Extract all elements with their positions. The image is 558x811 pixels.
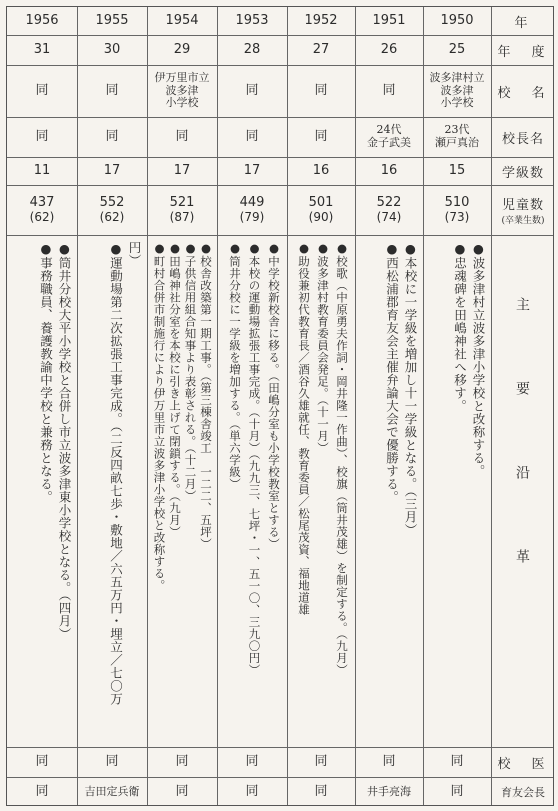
event-item: ●校歌（中原勇夫作詞・岡井隆一作曲）、校旗（筒井茂雄）を制定する。（九月） [335, 241, 349, 676]
principal-cell [355, 117, 423, 157]
principal-line: 24代 [376, 123, 402, 137]
history-table [6, 6, 554, 806]
principal-line: 瀬戸真治 [435, 136, 479, 149]
event-item: ●中学校新校舎に移る。（田嶋分室も小学校教室とする） [267, 241, 281, 550]
events-cell [81, 235, 143, 747]
events-cell [359, 235, 419, 747]
year-cell: 1954 [165, 12, 199, 28]
event-item: 円） [127, 241, 142, 267]
school-line: 小学校 [165, 96, 199, 110]
principal-cell: 同 [314, 128, 328, 144]
pta-cell: 井手亮海 [367, 784, 411, 798]
principal-cell: 同 [105, 128, 119, 144]
label-pta: 育友会長 [501, 786, 545, 799]
pta-cell: 吉田定兵衛 [84, 784, 140, 798]
label-doctor: 校 医 [497, 756, 549, 772]
doctor-cell: 同 [382, 753, 396, 769]
nendo-cell: 29 [173, 41, 191, 57]
pta-cell: 同 [175, 783, 189, 799]
year-cell: 1956 [25, 12, 59, 28]
school-cell: 同 [382, 82, 396, 98]
grads-count: (62) [99, 209, 125, 224]
grads-count: (87) [169, 209, 195, 224]
label-class-count: 学級数 [501, 165, 544, 181]
school-line: 波多津村立 [429, 71, 485, 85]
label-year: 年 [514, 15, 532, 31]
year-cell: 1953 [235, 12, 269, 28]
label-school-name: 校 名 [497, 85, 549, 101]
grads-count: (79) [239, 209, 265, 224]
nendo-cell: 27 [312, 41, 330, 57]
events-cell [427, 235, 487, 747]
classes-cell: 16 [312, 162, 330, 178]
grads-count: (90) [308, 209, 334, 224]
students-cell [147, 185, 217, 235]
nendo-cell: 25 [448, 41, 466, 57]
event-item: ●忠魂碑を田嶋神社へ移す。 [452, 241, 468, 413]
events-cell [11, 235, 73, 747]
pta-cell: 同 [450, 783, 464, 799]
classes-cell: 15 [448, 162, 466, 178]
label-events: 主 要 沿 革 [514, 297, 530, 591]
year-cell: 1952 [304, 12, 338, 28]
event-item: ●子供信用組合知事より表彰される。（十二月） [183, 241, 198, 502]
nendo-cell: 30 [103, 41, 121, 57]
school-cell [423, 65, 491, 117]
event-item: ●校舎改築第一期工事。（第三棟舎竣工 一二二、五坪） [199, 241, 213, 550]
grads-count: (73) [444, 209, 470, 224]
doctor-cell: 同 [175, 753, 189, 769]
events-cell [291, 235, 351, 747]
pta-cell: 同 [314, 783, 328, 799]
principal-cell: 同 [175, 128, 189, 144]
event-item: ●町村合併市制施行により伊万里市立波多津小学校と改称する。 [152, 241, 167, 592]
classes-cell: 16 [380, 162, 398, 178]
event-item: ●西松浦郡育友会主催弁論大会で優勝する。 [384, 241, 400, 504]
students-cell [77, 185, 147, 235]
school-line: 小学校 [440, 96, 474, 110]
event-item: ●筒井分校大平小学校と合併し市立波多津東小学校となる。（四月） [57, 241, 72, 641]
event-item: ●波多津村立波多津小学校と改称する。 [471, 241, 486, 478]
classes-cell: 17 [103, 162, 121, 178]
pta-cell: 同 [245, 783, 259, 799]
principal-line: 金子武美 [367, 136, 411, 149]
students-count: 437 [29, 194, 55, 210]
students-count: 449 [239, 194, 265, 210]
nendo-cell: 26 [380, 41, 398, 57]
event-item: ●田嶋神社分室を本校に引き上げて閉鎖する。（九月） [168, 241, 182, 538]
event-item: ●事務職員、養護教諭中学校と兼務となる。 [38, 241, 54, 504]
event-item: ●筒井分校に一学級を増加する。（単六学級） [228, 241, 242, 490]
label-principal: 校長名 [501, 131, 544, 147]
students-cell [355, 185, 423, 235]
students-cell [423, 185, 491, 235]
events-cell [151, 235, 213, 747]
label-nendo: 年 度 [497, 44, 549, 60]
students-count: 521 [169, 194, 195, 210]
event-item: ●本校の運動場拡張工事完成。（十月）（九九三、七坪・一、五一〇、三九〇円） [247, 241, 262, 676]
grads-count: (62) [29, 209, 55, 224]
principal-line: 23代 [444, 123, 470, 137]
year-cell: 1951 [372, 12, 406, 28]
principal-cell [423, 117, 491, 157]
school-cell: 同 [105, 82, 119, 98]
grads-count: (74) [376, 209, 402, 224]
doctor-cell: 同 [450, 753, 464, 769]
label-students-sub: (卒業生数) [501, 216, 545, 226]
students-cell [7, 185, 77, 235]
students-count: 552 [99, 194, 125, 210]
classes-cell: 11 [33, 162, 51, 178]
label-students-main: 児童数 [501, 198, 544, 213]
school-line: 波多津 [165, 83, 199, 97]
events-cell [221, 235, 283, 747]
nendo-cell: 28 [243, 41, 261, 57]
classes-cell: 17 [243, 162, 261, 178]
nendo-cell: 31 [33, 41, 51, 57]
event-item: ●本校に一学級を増加し十一学級となる。（三月） [403, 241, 418, 537]
classes-cell: 17 [173, 162, 191, 178]
pta-cell: 同 [35, 783, 49, 799]
school-cell: 同 [245, 82, 259, 98]
principal-cell: 同 [35, 128, 49, 144]
students-count: 522 [376, 194, 402, 210]
school-line: 伊万里市立 [154, 71, 210, 85]
doctor-cell: 同 [245, 753, 259, 769]
students-count: 501 [308, 194, 334, 210]
students-cell [287, 185, 355, 235]
year-cell: 1950 [440, 12, 474, 28]
school-cell [147, 65, 217, 117]
principal-cell: 同 [245, 128, 259, 144]
event-item: ●波多津村教育委員会発足。（十一月） [316, 241, 330, 454]
doctor-cell: 同 [314, 753, 328, 769]
students-cell [217, 185, 287, 235]
year-cell: 1955 [95, 12, 129, 28]
doctor-cell: 同 [105, 753, 119, 769]
doctor-cell: 同 [35, 753, 49, 769]
school-cell: 同 [314, 82, 328, 98]
label-students [491, 185, 555, 235]
students-count: 510 [444, 194, 470, 210]
school-cell: 同 [35, 82, 49, 98]
school-line: 波多津 [440, 83, 474, 97]
event-item: ●運動場第二次拡張工事完成。（二反四畝七歩・敷地／六五万円・埋立／七〇万 [108, 241, 124, 706]
event-item: ●助役兼初代教育長／酒谷久雄就任、教育委員／松尾茂資、福地道雄 [297, 241, 311, 616]
